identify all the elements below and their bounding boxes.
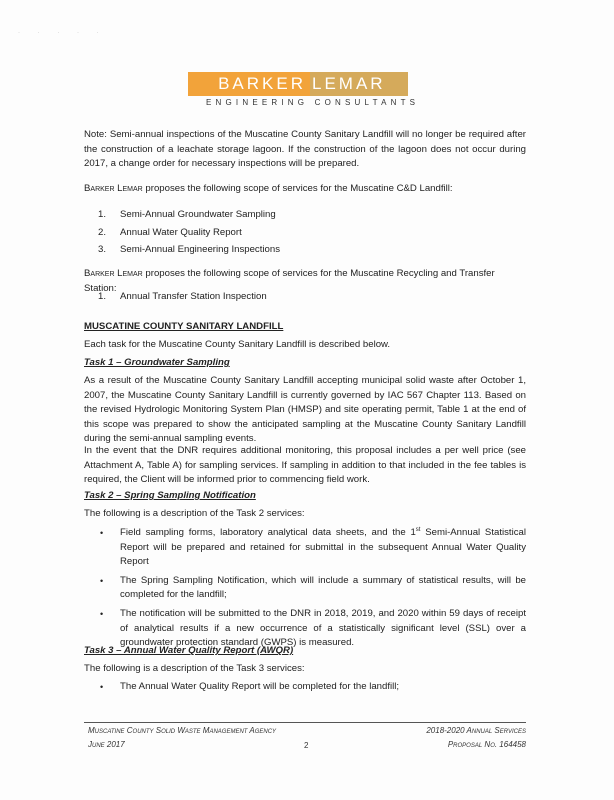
logo-part-1: BARKER: [188, 72, 310, 96]
item-text: Annual Water Quality Report: [120, 226, 242, 238]
logo-part-2: LEMAR: [310, 72, 408, 96]
cd-intro: [84, 182, 526, 197]
list-item: [98, 224, 526, 242]
task1-title: Task 1 – Groundwater Sampling: [84, 357, 230, 368]
item-text: Annual Transfer Station Inspection: [120, 291, 267, 302]
scan-specks: · · · · ·: [18, 30, 107, 36]
task2-intro: The following is a description of the Task 2 services:: [84, 508, 305, 519]
rts-list: [84, 290, 526, 305]
footer-services: 2018-2020 Annual Services: [426, 726, 526, 735]
cd-intro-text: proposes the following scope of services for the Muscatine C&D Landfill:: [142, 183, 453, 194]
firm-name: Barker Lemar: [84, 183, 143, 194]
item-number: 1.: [98, 209, 107, 220]
bullet-text: The notification will be submitted to the DNR in 2018, 2019, and 2020 within 59 days of receipt of analytical results if a new occurrence of a statistically significant level (SSL) over a groundwater protection standard (GWPS) is measured.: [120, 607, 526, 649]
footer-divider: [84, 722, 526, 723]
section-heading: MUSCATINE COUNTY SANITARY LANDFILL: [84, 321, 284, 332]
cd-list: [84, 206, 526, 259]
bullet-item: [100, 680, 526, 695]
item-number: 2.: [98, 226, 107, 238]
list-item: [98, 206, 526, 224]
bullet-icon: •: [100, 608, 104, 619]
bullet-text: Field sampling forms, laboratory analytical data sheets, and the 1st Semi-Annual Statistical Report will be prepared and retained for submittal in the subsequent Annual Water Quality Report: [120, 526, 526, 568]
logo-tagline: ENGINEERING CONSULTANTS: [206, 98, 420, 107]
note-paragraph: Note: Semi-annual inspections of the Muscatine County Sanitary Landfill will no longer be required after the construction of a leachate storage lagoon. If the construction of the lagoon does not occur during 2017, a change order for necessary inspections will be prepared.: [84, 129, 526, 170]
bullet-text: The Annual Water Quality Report will be completed for the landfill;: [120, 681, 400, 692]
item-number: 3.: [98, 244, 107, 255]
bullet-icon: •: [100, 575, 104, 586]
list-item: [98, 241, 526, 259]
item-text: Semi-Annual Engineering Inspections: [120, 244, 280, 255]
task3-title: Task 3 – Annual Water Quality Report (AWQR): [84, 645, 294, 656]
rts-intro-text: proposes the following scope of services for the Muscatine Recycling and Transfer Station:: [84, 268, 495, 294]
bullet-text: The Spring Sampling Notification, which will include a summary of statistical results, will be completed for the landfill;: [120, 574, 526, 601]
item-number: 1.: [98, 291, 107, 302]
section-intro: Each task for the Muscatine County Sanitary Landfill is described below.: [84, 339, 391, 350]
item-text: Semi-Annual Groundwater Sampling: [120, 209, 276, 220]
task2-title: Task 2 – Spring Sampling Notification: [84, 490, 256, 501]
bullet-icon: •: [100, 528, 104, 538]
list-item: [98, 290, 526, 305]
bullet-item: [100, 526, 526, 570]
bullet-icon: •: [100, 682, 104, 692]
task2-bullets: [84, 526, 526, 651]
page-number: 2: [304, 741, 309, 750]
footer-date: June 2017: [88, 740, 125, 749]
company-logo: [188, 72, 408, 96]
bullet-item: [100, 574, 526, 603]
task1-paragraph-2: In the event that the DNR requires additional monitoring, this proposal includes a per well price (see Attachment A, Table A) for sampling services. If sampling in addition to that included in the fee tables is required, the Client will be informed prior to commencing field work.: [84, 445, 526, 486]
footer-proposal: Proposal No. 164458: [447, 740, 526, 749]
task1-paragraph-1: As a result of the Muscatine County Sanitary Landfill accepting municipal solid waste after October 1, 2007, the Muscatine County Sanitary Landfill is currently governed by IAC 567 Chapter 113. Based on the revised Hydrologic Monitoring System Plan (HMSP) and site operating permit, Table 1 at the end of this scope was prepared to show the anticipated sampling at the Muscatine County Sanitary Landfill during the semi-annual sampling events.: [84, 375, 526, 445]
task3-intro: The following is a description of the Task 3 services:: [84, 663, 305, 674]
footer-agency: Muscatine County Solid Waste Management Agency: [88, 726, 277, 735]
task3-bullets: [84, 680, 526, 695]
firm-name: Barker Lemar: [84, 268, 143, 279]
